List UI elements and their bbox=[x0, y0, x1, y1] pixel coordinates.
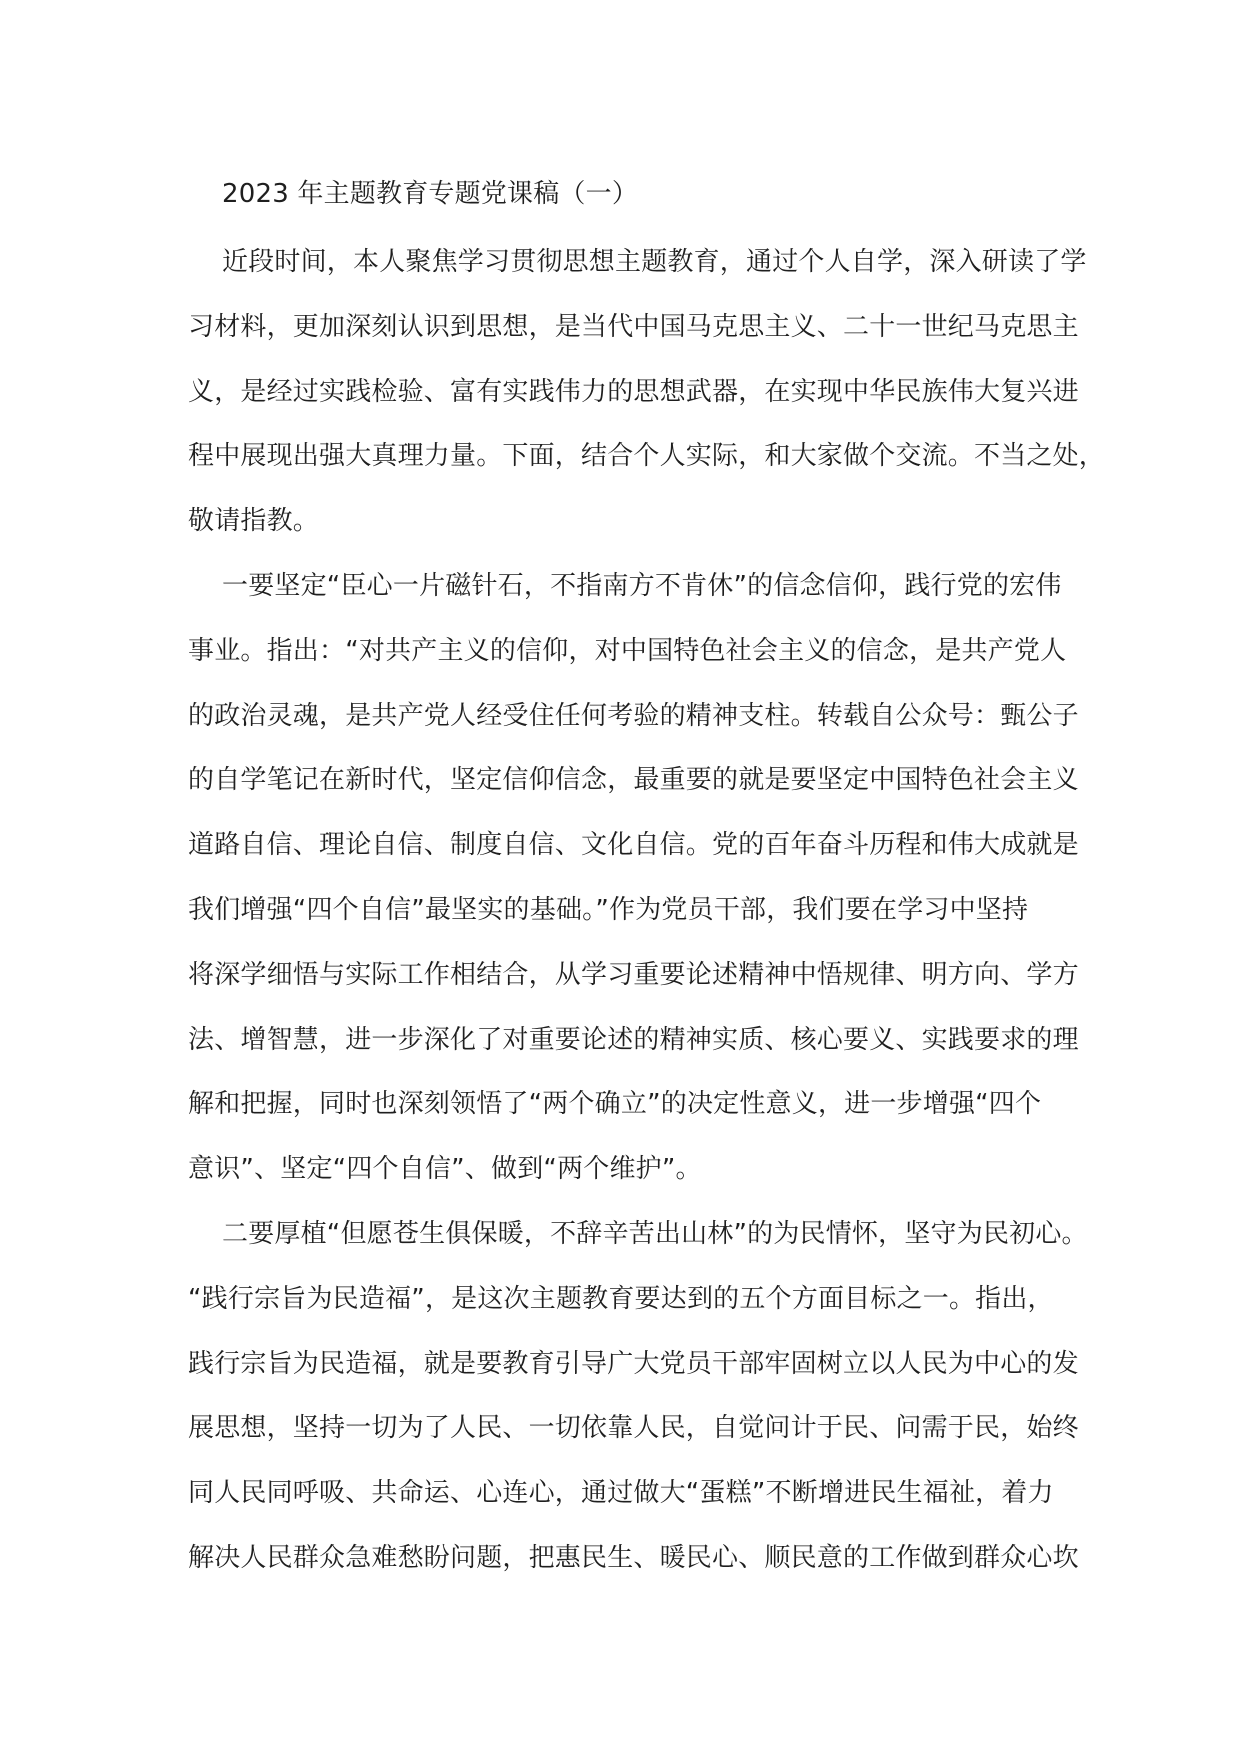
paragraph-line: 二要厚植“但愿苍生俱保暖，不辞辛苦出山林”的为民情怀，坚守为民初心。 bbox=[222, 1218, 1088, 1249]
paragraph-line: 近段时间，本人聚焦学习贯彻思想主题教育，通过个人自学，深入研读了学 bbox=[222, 247, 1087, 277]
paragraph-line: 一要坚定“臣心一片磁针石，不指南方不肯休”的信念信仰，践行党的宏伟 bbox=[222, 570, 1062, 601]
paragraph-line: “践行宗旨为民造福”，是这次主题教育要达到的五个方面目标之一。指出， bbox=[188, 1283, 1054, 1314]
paragraph-line: 义，是经过实践检验、富有实践伟力的思想武器，在实现中华民族伟大复兴进 bbox=[188, 376, 1079, 407]
paragraph-line: 习材料，更加深刻认识到思想，是当代中国马克思主义、二十一世纪马克思主 bbox=[188, 311, 1079, 342]
paragraph-line: 解决人民群众急难愁盼问题，把惠民生、暖民心、顺民意的工作做到群众心坎 bbox=[188, 1542, 1079, 1573]
paragraph-line: 践行宗旨为民造福，就是要教育引导广大党员干部牢固树立以人民为中心的发 bbox=[188, 1348, 1079, 1379]
paragraph-line: 展思想，坚持一切为了人民、一切依靠人民，自觉问计于民、问需于民，始终 bbox=[188, 1413, 1079, 1444]
document-title: 2023 年主题教育专题党课稿（一） bbox=[222, 179, 639, 209]
paragraph-line: 我们增强“四个自信”最坚实的基础。”作为党员干部，我们要在学习中坚持 bbox=[188, 894, 1029, 925]
paragraph-line: 的自学笔记在新时代，坚定信仰信念，最重要的就是要坚定中国特色社会主义 bbox=[188, 765, 1079, 796]
paragraph-line: 将深学细悟与实际工作相结合，从学习重要论述精神中悟规律、明方向、学方 bbox=[188, 959, 1079, 990]
paragraph-line: 敬请指教。 bbox=[188, 506, 320, 537]
paragraph-line: 解和把握，同时也深刻领悟了“两个确立”的决定性意义，进一步增强“四个 bbox=[188, 1089, 1042, 1120]
paragraph-line: 程中展现出强大真理力量。下面，结合个人实际，和大家做个交流。不当之处， bbox=[188, 441, 1106, 472]
paragraph-line: 的政治灵魂，是共产党人经受住任何考验的精神支柱。转载自公众号：甄公子 bbox=[188, 700, 1079, 731]
paragraph-line: 事业。指出：“对共产主义的信仰，对中国特色社会主义的信念，是共产党人 bbox=[188, 635, 1067, 666]
paragraph-line: 道路自信、理论自信、制度自信、文化自信。党的百年奋斗历程和伟大成就是 bbox=[188, 830, 1079, 861]
paragraph-line: 同人民同呼吸、共命运、心连心，通过做大“蛋糕”不断增进民生福祉，着力 bbox=[188, 1478, 1054, 1509]
paragraph-line: 法、增智慧，进一步深化了对重要论述的精神实质、核心要义、实践要求的理 bbox=[188, 1024, 1079, 1055]
document-body bbox=[188, 230, 1106, 1591]
paragraph-line: 意识”、坚定“四个自信”、做到“两个维护”。 bbox=[188, 1154, 702, 1185]
